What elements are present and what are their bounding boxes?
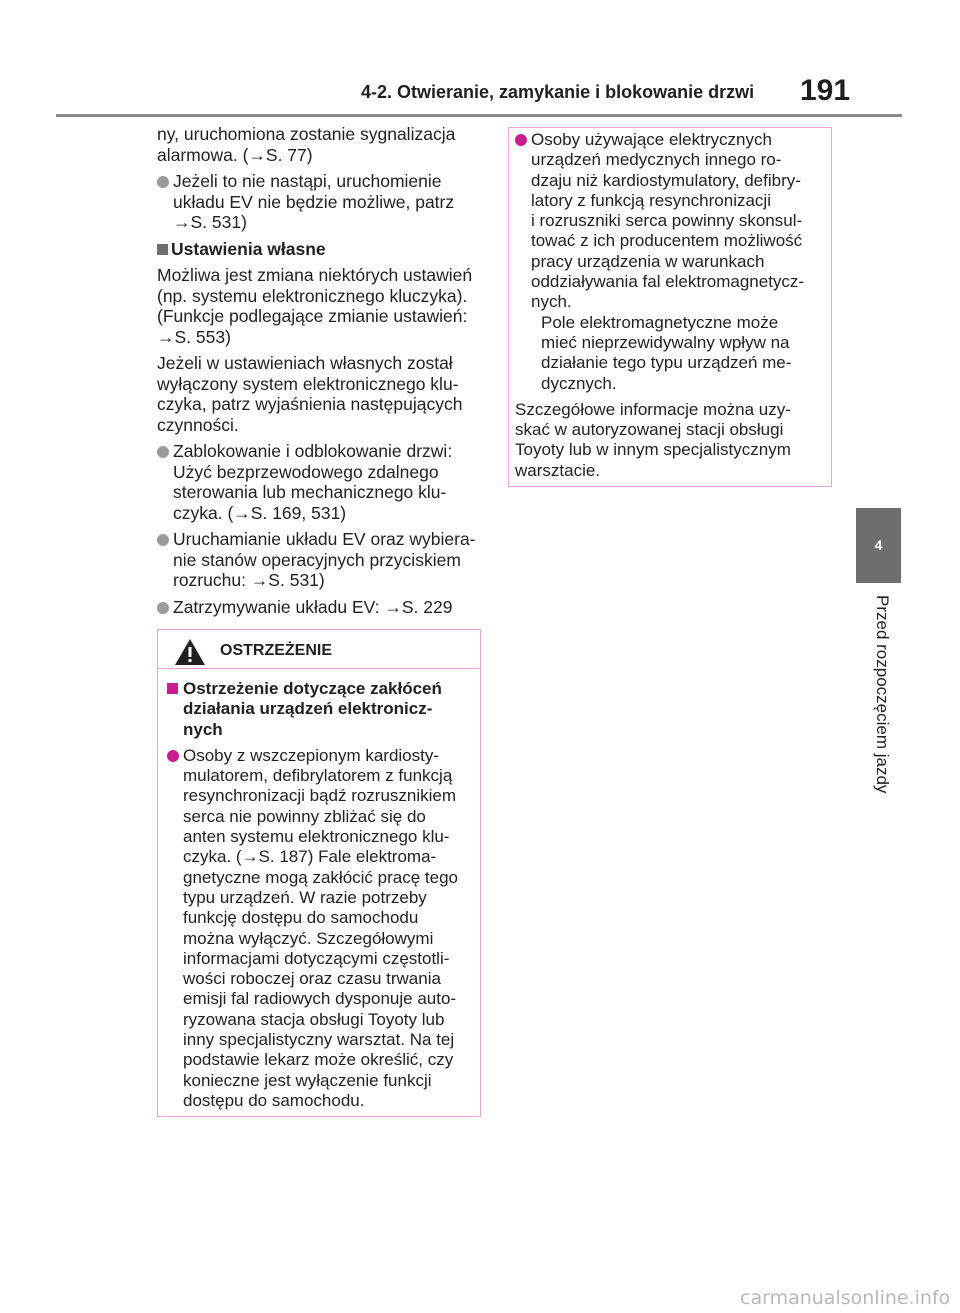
text-line: czyka. (→S. 169, 531) [173, 502, 347, 523]
text-line: typu urządzeń. W razie potrzeby [183, 887, 427, 907]
text-line: anten systemu elektronicznego klu- [183, 827, 450, 847]
text-line: i rozruszniki serca powinny skonsul- [531, 211, 803, 231]
warning-header [158, 630, 480, 669]
text-line: mieć nieprzewidywalny wpływ na [541, 332, 790, 352]
text-line: →S. 531) [173, 212, 247, 232]
warning-heading [167, 679, 474, 740]
text-line: sterowania lub mechanicznego klu- [173, 482, 447, 502]
text-line: mulatorem, defibrylatorem z funkcją [183, 766, 453, 786]
page-number: 191 [800, 74, 851, 107]
text-line: alarmowa. (→S. 77) [157, 144, 313, 165]
text-line: można wyłączyć. Szczegółowymi [183, 928, 434, 948]
continuation-body [509, 128, 831, 481]
bullet-item [157, 171, 487, 233]
text-line: serca nie powinny zbliżać się do [183, 806, 426, 826]
text-line: (np. systemu elektronicznego kluczyka). [157, 285, 468, 306]
warning-bullet [515, 130, 825, 394]
text-line: informacjami dotyczącymi częstotli- [183, 948, 450, 968]
settings-heading [157, 239, 487, 260]
section-title: 4-2. Otwieranie, zamykanie i blokowanie drzwi [361, 82, 755, 102]
text-line: Toyoty lub w innym specjalistycznym [515, 440, 791, 460]
text-line: wyłączony system elektronicznego klu- [157, 373, 459, 394]
settings-paragraph-2 [157, 353, 487, 435]
text-line: urządzeń medycznych innego ro- [531, 150, 782, 170]
text-line: dzaju niż kardiostymulatory, defibry- [531, 170, 801, 190]
text-line: emisji fal radiowych dysponuje auto- [183, 989, 457, 1009]
text-line: Osoby z wszczepionym kardiosty- [183, 745, 440, 765]
text-line: nie stanów operacyjnych przyciskiem [173, 549, 461, 570]
bullet-dot-icon [157, 534, 169, 546]
settings-paragraph-1 [157, 265, 487, 347]
chapter-title-vertical [866, 595, 892, 825]
warning-title: OSTRZEŻENIE [220, 642, 333, 659]
text-line: resynchronizacji bądź rozrusznikiem [183, 786, 457, 806]
left-column [157, 124, 487, 623]
text-line: Szczegółowe informacje można uzy- [515, 399, 791, 419]
warning-triangle-icon [174, 638, 206, 666]
text-line: ryzowana stacja obsługi Toyoty lub [183, 1009, 445, 1029]
contact-paragraph [515, 400, 825, 481]
text-line: Osoby używające elektrycznych [531, 130, 772, 149]
text-line: Jeżeli to nie nastąpi, uruchomienie [173, 171, 442, 191]
text-line: czyka, patrz wyjaśnienia następujących [157, 394, 463, 414]
bullet-item [157, 529, 487, 591]
text-line: Jeżeli w ustawieniach własnych został [157, 353, 453, 373]
bullet-dot-icon [157, 602, 169, 614]
text-line: (Funkcje podlegające zmianie ustawień: [157, 306, 468, 326]
text-line: Użyć bezprzewodowego zdalnego [173, 461, 439, 482]
text-line: Zatrzymywanie układu EV: →S. 229 [173, 596, 453, 617]
text-line: Zablokowanie i odblokowanie drzwi: [173, 441, 453, 461]
header-divider [56, 114, 902, 117]
text-line: działanie tego typu urządzeń me- [541, 353, 792, 373]
chapter-tab: 4 [856, 508, 901, 583]
bullet-dot-icon [167, 750, 179, 762]
text-line: inny specjalistyczny warsztat. Na tej [183, 1030, 455, 1050]
text-line: warsztacie. [515, 460, 601, 480]
text-line: układu EV nie będzie możliwe, patrz [173, 191, 455, 212]
text-line: dostępu do samochodu. [183, 1090, 365, 1110]
text-line: latory z funkcją resynchronizacji [531, 190, 771, 210]
text-line: oddziaływania fal elektromagnetycz- [531, 272, 805, 292]
text-line: dycznych. [541, 373, 617, 393]
text-line: czynności. [157, 414, 239, 435]
text-line: →S. 553) [157, 326, 231, 347]
warning-bullet [167, 746, 474, 1111]
text-line: podstawie lekarz może określić, czy [183, 1050, 454, 1070]
text-line: konieczne jest wyłączenie funkcji [183, 1070, 432, 1090]
text-line: tować z ich producentem możliwość [531, 231, 803, 251]
text-line: nych [183, 719, 223, 739]
square-marker-icon [157, 244, 168, 255]
bullet-dot-icon [157, 176, 169, 188]
text-line: nych. [531, 292, 572, 312]
bullet-dot-icon [157, 446, 169, 458]
bullet-item [157, 597, 487, 618]
bullet-item [157, 441, 487, 523]
intro-paragraph [157, 124, 487, 165]
chapter-title-text: Przed rozpoczęciem jazdy [873, 595, 892, 794]
text-line: czyka. (→S. 187) Fale elektroma- [183, 847, 437, 867]
continuation-box [508, 127, 832, 487]
watermark: carmanualsonline.info [740, 1287, 951, 1309]
text-line: Pole elektromagnetyczne może [541, 312, 779, 332]
warning-body [158, 669, 480, 1111]
text-line: wości roboczej oraz czasu trwania [183, 969, 441, 989]
bullet-dot-icon [515, 134, 527, 146]
warning-box [157, 629, 481, 1117]
text-line: Ostrzeżenie dotyczące zakłóceń [183, 679, 442, 698]
text-line: skać w autoryzowanej stacji obsługi [515, 420, 784, 440]
settings-heading-text: Ustawienia własne [171, 238, 326, 259]
text-line: rozruchu: →S. 531) [173, 570, 325, 590]
text-line: Możliwa jest zmiana niektórych ustawień [157, 265, 473, 285]
text-line: Uruchamianie układu EV oraz wybiera- [173, 529, 476, 549]
sub-note [531, 313, 825, 394]
text-line: ny, uruchomiona zostanie sygnalizacja [157, 124, 456, 144]
text-line: funkcję dostępu do samochodu [183, 908, 419, 928]
square-marker-icon [167, 683, 178, 694]
text-line: pracy urządzenia w warunkach [531, 251, 765, 271]
text-line: gnetyczne mogą zakłócić pracę tego [183, 867, 458, 887]
text-line: działania urządzeń elektronicz- [183, 699, 433, 719]
